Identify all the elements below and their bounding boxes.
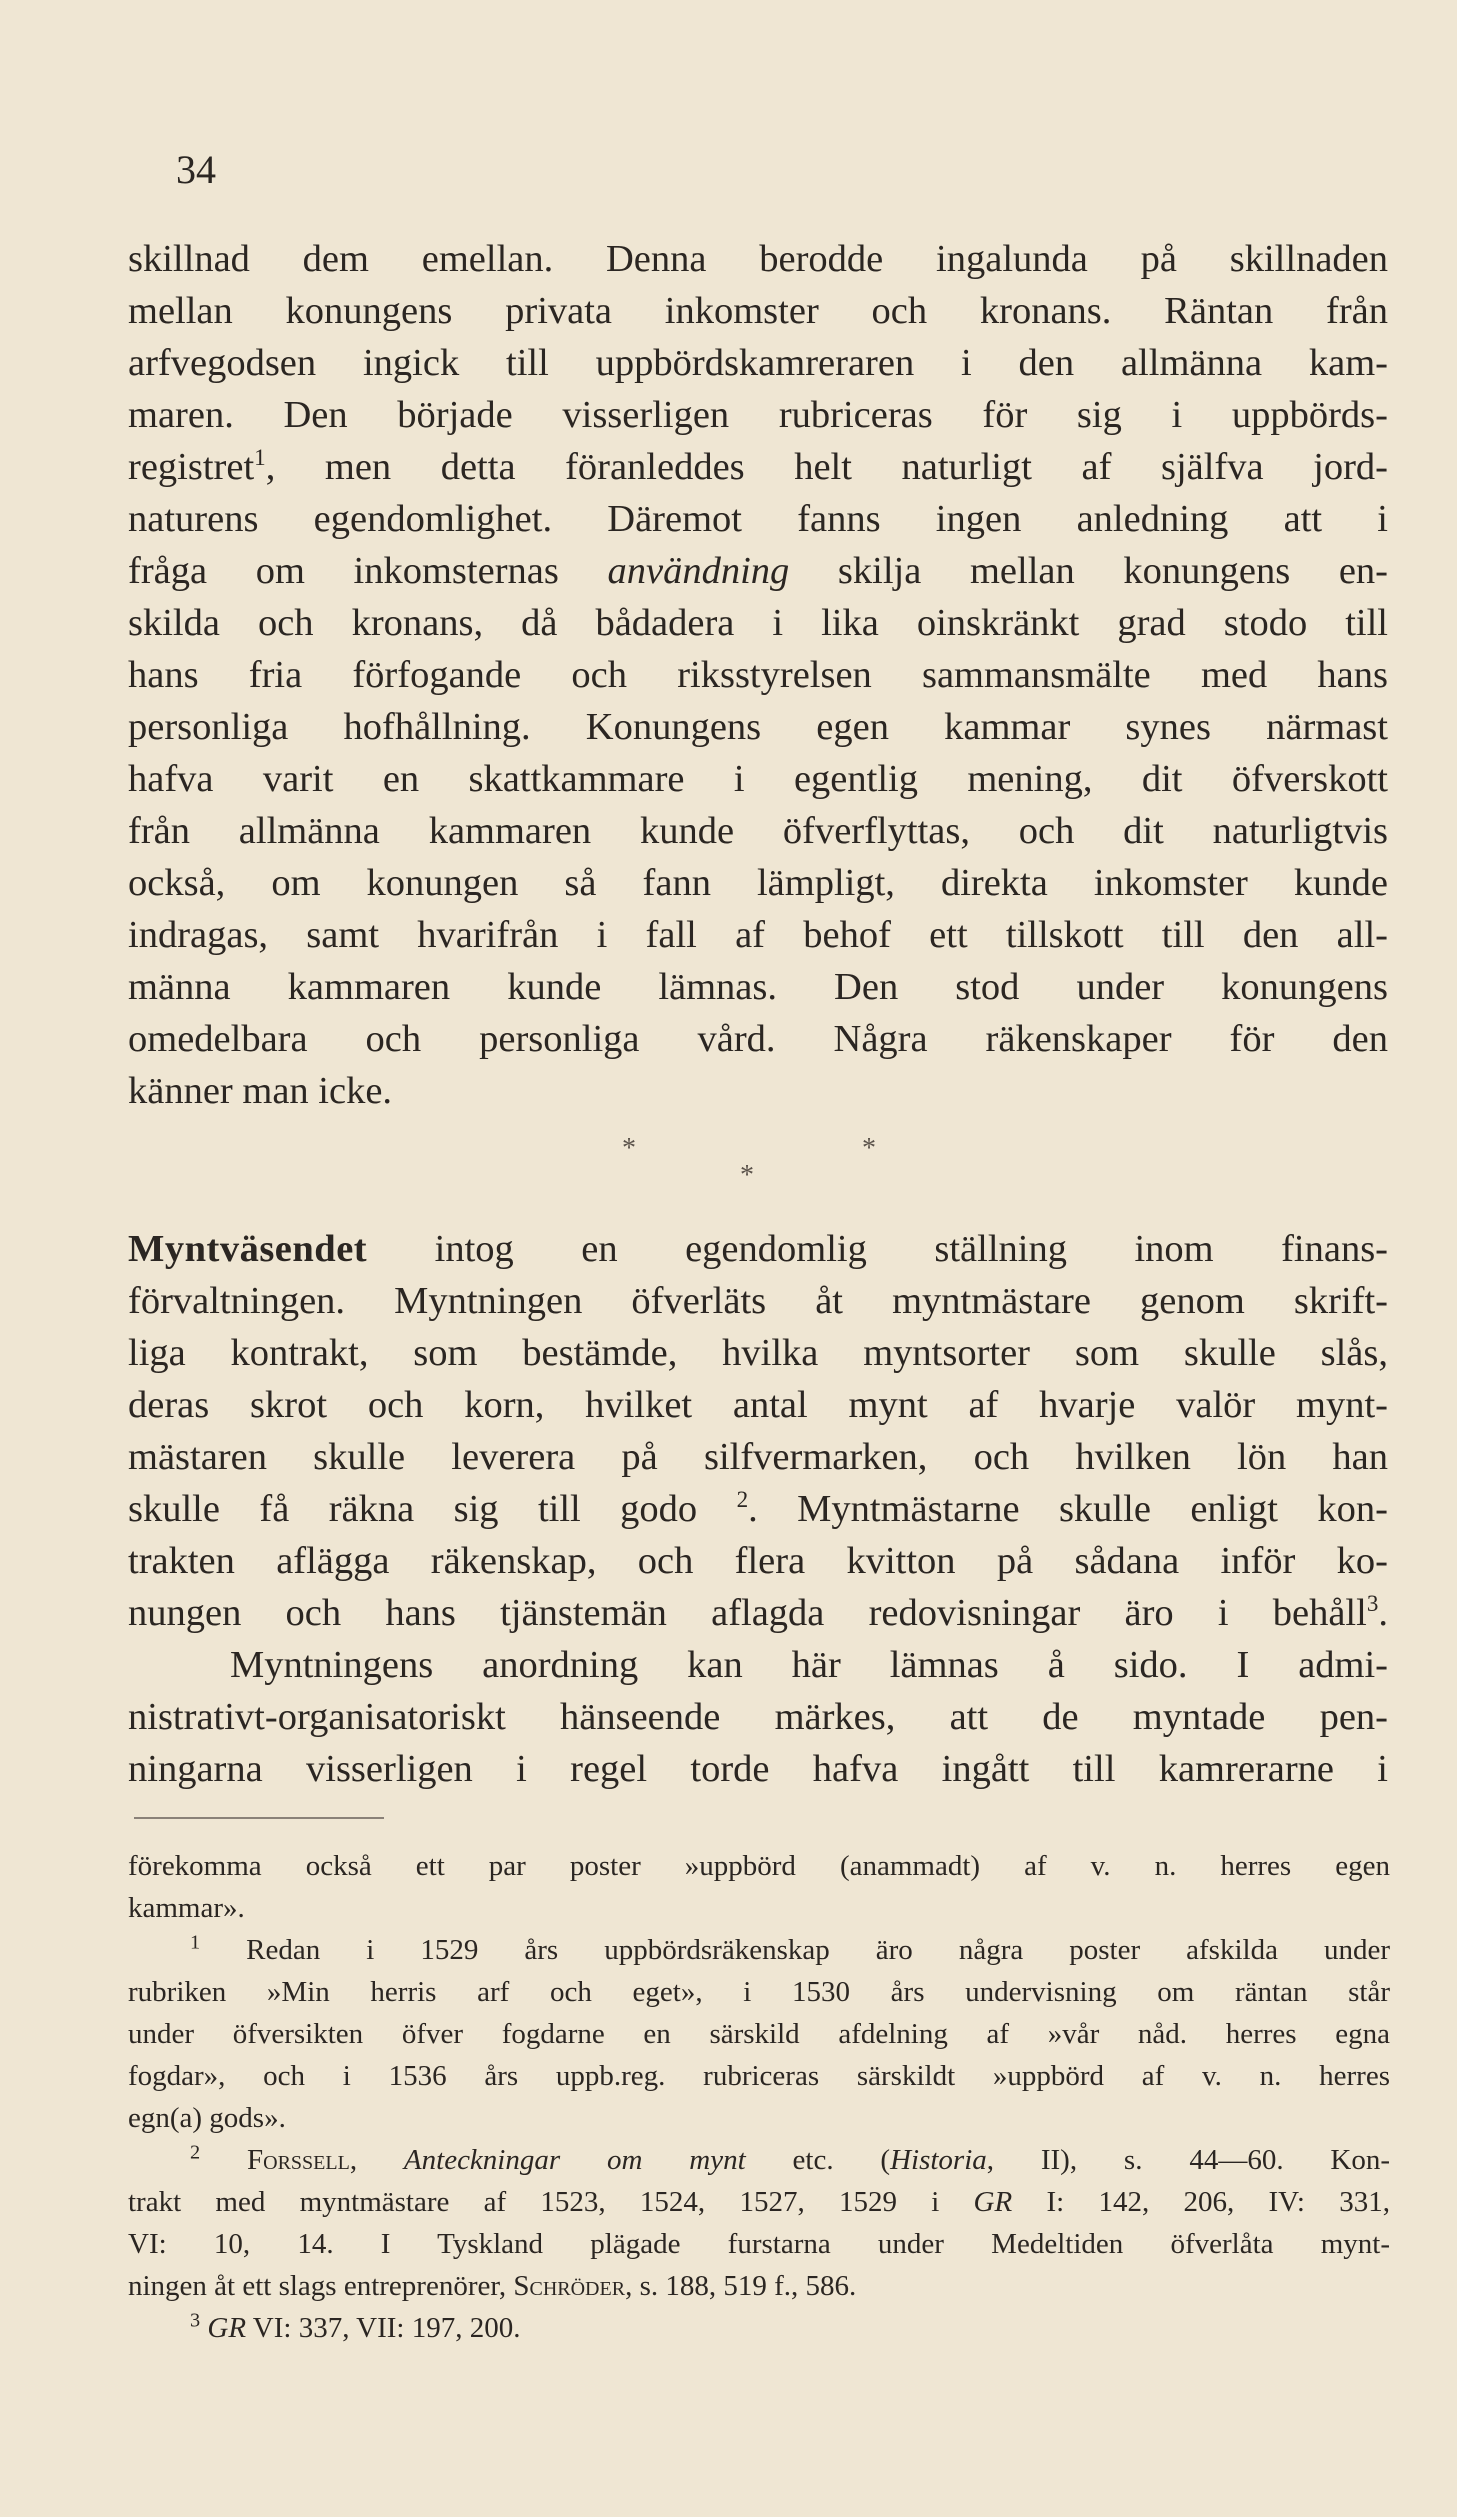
- footnote-line: under öfversikten öfver fogdarne en särskild afdelning af »vår nåd. herres egna: [128, 2018, 1390, 2050]
- body-line: arfvegodsen ingick till uppbördskamreraren i den allmänna kam-: [128, 342, 1388, 384]
- footnote-abbrev: GR: [207, 2312, 247, 2344]
- asterism-star: *: [622, 1133, 636, 1164]
- footnote-line: [190, 2141, 1391, 2176]
- footnote-text: etc. (: [745, 2144, 891, 2176]
- body-line: från allmänna kammaren kunde öfverflyttas, och dit naturligtvis: [128, 810, 1388, 852]
- body-line: liga kontrakt, som bestämde, hvilka myntsorter som skulle slås,: [128, 1332, 1388, 1374]
- footnote-ref: 3: [1366, 1590, 1379, 1617]
- footnote-ref: 1: [254, 444, 266, 471]
- body-line: hafva varit en skattkammare i egentlig mening, dit öfverskott: [128, 758, 1388, 800]
- body-text: .: [1378, 1592, 1388, 1634]
- footnote-line: kammar».: [128, 1892, 245, 1924]
- footnote-text: Redan i 1529 års uppbördsräkenskap äro några poster afskilda under: [246, 1934, 1390, 1966]
- body-line: [128, 1590, 1388, 1634]
- body-text: skilja mellan konungens en-: [789, 550, 1388, 592]
- body-line: männa kammaren kunde lämnas. Den stod under konungens: [128, 966, 1388, 1008]
- body-line: omedelbara och personliga vård. Några räkenskaper för den: [128, 1018, 1388, 1060]
- footnote-author: Forssell: [247, 2144, 350, 2176]
- footnote-line: fogdar», och i 1536 års uppb.reg. rubriceras särskildt »uppbörd af v. n. herres: [128, 2060, 1390, 2092]
- emphasis-text: användning: [607, 550, 790, 592]
- footnote-abbrev: GR: [973, 2186, 1013, 2218]
- body-line: [128, 1486, 1388, 1530]
- body-line: också, om konungen så fann lämpligt, direkta inkomster kunde: [128, 862, 1388, 904]
- footnote-text: VI: 337, VII: 197, 200.: [246, 2312, 521, 2344]
- page-number: 34: [176, 147, 216, 192]
- footnote-line: förekomma också ett par poster »uppbörd (anammadt) af v. n. herres egen: [128, 1850, 1390, 1882]
- body-line: mästaren skulle leverera på silfvermarken, och hvilken lön han: [128, 1436, 1388, 1478]
- footnote-text: I: 142, 206, IV: 331,: [1012, 2186, 1390, 2218]
- body-line: känner man icke.: [128, 1070, 393, 1112]
- body-text: intog en egendomlig ställning inom finans-: [367, 1228, 1388, 1270]
- footnote-line: [128, 2188, 1390, 2217]
- body-text: skulle få räkna sig till godo: [128, 1488, 737, 1530]
- body-text: . Myntmästarne skulle enligt kon-: [748, 1488, 1388, 1530]
- footnote-title: Anteckningar om mynt: [403, 2144, 746, 2176]
- footnote-line: [190, 1931, 1390, 1966]
- body-line: personliga hofhållning. Konungens egen kammar synes närmast: [128, 706, 1388, 748]
- body-line: ningarna visserligen i regel torde hafva ingått till kamrerarne i: [128, 1748, 1388, 1790]
- footnote-line: [128, 2272, 1390, 2301]
- footnote-divider: [134, 1817, 384, 1819]
- body-line: Myntningens anordning kan här lämnas å sido. I admi-: [230, 1644, 1388, 1686]
- footnote-line: VI: 10, 14. I Tyskland plägade furstarna under Medeltiden öfverlåta mynt-: [128, 2228, 1390, 2260]
- body-line: hans fria förfogande och riksstyrelsen sammansmälte med hans: [128, 654, 1388, 696]
- footnote-author: Schröder: [513, 2270, 626, 2302]
- body-line: mellan konungens privata inkomster och kronans. Räntan från: [128, 290, 1388, 332]
- body-line: nistrativt-organisatoriskt hänseende märkes, att de myntade pen-: [128, 1696, 1388, 1738]
- body-line: indragas, samt hvarifrån i fall af behof ett tillskott till den all-: [128, 914, 1388, 956]
- body-text: nungen och hans tjänstemän aflagda redovisningar äro i behåll: [128, 1592, 1367, 1634]
- asterism-star: *: [862, 1133, 876, 1164]
- body-text: fråga om inkomsternas: [128, 550, 608, 592]
- body-line: deras skrot och korn, hvilket antal mynt af hvarje valör mynt-: [128, 1384, 1388, 1426]
- footnote-text: trakt med myntmästare af 1523, 1524, 1527, 1529 i: [128, 2186, 974, 2218]
- asterism-star: *: [740, 1160, 754, 1191]
- footnote-journal: Historia: [890, 2144, 987, 2176]
- footnote-text: ,: [349, 2144, 404, 2176]
- footnote-text: , II), s. 44—60. Kon-: [986, 2144, 1391, 2176]
- footnote-ref: 2: [736, 1486, 749, 1513]
- footnote-line: egn(a) gods».: [128, 2102, 286, 2134]
- body-line: skillnad dem emellan. Denna berodde ingalunda på skillnaden: [128, 238, 1388, 280]
- body-text: , men detta föranleddes helt naturligt af själfva jord-: [265, 446, 1388, 488]
- body-line: naturens egendomlighet. Däremot fanns ingen anledning att i: [128, 498, 1388, 540]
- section-heading: Myntväsendet: [128, 1228, 368, 1270]
- footnote-line: rubriken »Min herris arf och eget», i 1530 års undervisning om räntan står: [128, 1976, 1390, 2008]
- body-line: förvaltningen. Myntningen öfverläts åt myntmästare genom skrift-: [128, 1280, 1388, 1322]
- footnote-text: , s. 188, 519 f., 586.: [625, 2270, 857, 2302]
- body-line: [128, 552, 1388, 591]
- body-line: [128, 444, 1388, 488]
- body-line: maren. Den började visserligen rubriceras för sig i uppbörds-: [128, 394, 1388, 436]
- body-text: registret: [128, 446, 255, 488]
- footnote-line: [190, 2309, 1390, 2344]
- body-line: skilda och kronans, då bådadera i lika oinskränkt grad stodo till: [128, 602, 1388, 644]
- footnote-text: ningen åt ett slags entreprenörer,: [128, 2270, 514, 2302]
- body-line: [128, 1230, 1388, 1269]
- footnote-marker: 3: [190, 2309, 201, 2332]
- body-line: trakten aflägga räkenskap, och flera kvitton på sådana inför ko-: [128, 1540, 1388, 1582]
- footnote-marker: 1: [190, 1931, 201, 1954]
- footnote-marker: 2: [190, 2141, 201, 2164]
